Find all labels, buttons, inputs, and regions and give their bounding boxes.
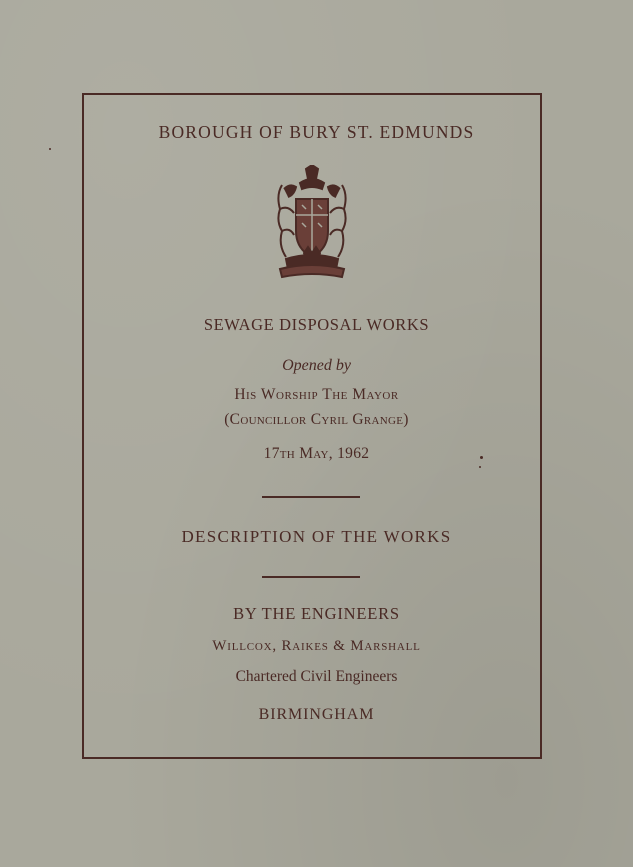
ink-speck (479, 466, 481, 468)
engineering-firm: Willcox, Raikes & Marshall (212, 638, 421, 654)
description-heading: DESCRIPTION OF THE WORKS (181, 527, 452, 546)
opening-date: 17th May, 1962 (263, 445, 370, 462)
borough-heading: BOROUGH OF BURY ST. EDMUNDS (158, 122, 475, 142)
councillor-line: (Councillor Cyril Grange) (224, 411, 409, 428)
ink-speck (480, 456, 483, 459)
profession-line: Chartered Civil Engineers (235, 668, 398, 685)
document-title: SEWAGE DISPOSAL WORKS (203, 315, 430, 334)
engineers-heading: BY THE ENGINEERS (233, 604, 400, 623)
divider-rule (262, 496, 360, 498)
divider-rule (262, 576, 360, 578)
coat-of-arms-icon (272, 165, 352, 283)
mayor-line: His Worship The Mayor (234, 386, 399, 403)
ink-speck (49, 148, 51, 150)
city-line: BIRMINGHAM (258, 706, 375, 723)
opened-by-label: Opened by (282, 357, 351, 374)
